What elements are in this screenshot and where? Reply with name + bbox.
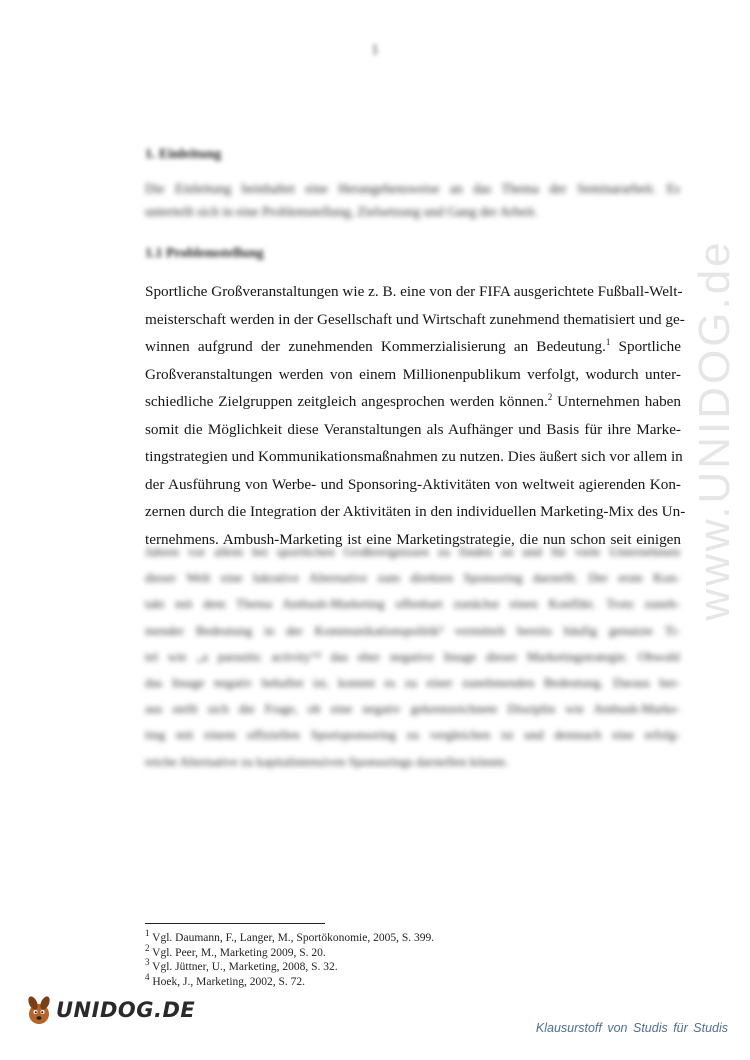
blurred-line: ting mit einem offiziellen Sportsponsoring zu vergleichen ist und demnach eine erfolg-	[145, 727, 680, 743]
footnote	[145, 957, 434, 975]
paragraph-line: zernen durch die Integration der Aktivitäten in den individuellen Marketing-Mix des Un-	[145, 503, 686, 520]
footnote	[145, 928, 435, 946]
blurred-paragraph	[145, 539, 680, 775]
paragraph-line	[145, 388, 681, 416]
blurred-line: aus stellt sich die Frage, ob eine negativ gekennzeichnete Disziplin wie Ambush-Marke-	[145, 701, 680, 717]
blurred-line: dieser Welt eine lukrative Alternative zum direkten Sponsoring darstellt. Der erste Kon-	[145, 570, 680, 586]
section-heading: 1. Einleitung	[145, 147, 222, 162]
dog-icon	[24, 994, 54, 1026]
intro-paragraph	[145, 177, 680, 223]
line-text: Unternehmen haben	[552, 393, 682, 410]
logo-text: UNIDOG.DE	[56, 998, 196, 1022]
footnote-ref[interactable]: 1	[605, 336, 611, 347]
paragraph-line	[145, 333, 681, 361]
paragraph-line: meisterschaft werden in der Gesellschaft und Wirtschaft zunehmend thematisiert und ge-	[145, 310, 685, 328]
footnote-number: 2	[145, 942, 150, 953]
paragraph-line: ternehmens. Ambush-Marketing ist eine Marketingstrategie, die nun schon seit einigen	[145, 530, 681, 548]
footnote-number: 3	[145, 957, 150, 968]
blurred-line: Jahren vor allem bei sportlichen Großereignissen zu finden ist und für viele Unternehmen	[145, 544, 680, 559]
footnote-number: 1	[145, 928, 150, 939]
paragraph-line: der Ausführung von Werbe- und Sponsoring-Aktivitäten von weltweit agierenden Kon-	[145, 475, 681, 493]
line-text: schiedliche Zielgruppen zeitgleich angesprochen werden können.	[145, 393, 548, 410]
footnote-number: 4	[145, 971, 150, 982]
subsection-heading: 1.1 Problemstellung	[145, 246, 264, 261]
problem-paragraph	[145, 278, 686, 553]
blurred-line: tel wie „a parasitic activity“⁴ das eher negative Image dieser Marketingstrategie. Obwohl	[145, 648, 680, 664]
page-number: 1	[371, 42, 379, 58]
paragraph-line: somit die Möglichkeit diese Veranstaltungen als Aufhänger und Basis für ihre Marke-	[145, 420, 681, 438]
blurred-line: takt mit dem Thema Ambush-Marketing offenbart zunächst einen Konflikt. Trotz zuneh-	[145, 596, 680, 612]
footnote-text: Vgl. Daumann, F., Langer, M., Sportökonomie, 2005, S. 399.	[149, 932, 435, 944]
blurred-line: reiche Alternative zu kapitalintensiven Sponsorings darstellen könnte.	[145, 753, 509, 769]
intro-line: unterteilt sich in eine Problemstellung, Zielsetzung und Gang der Arbeit.	[145, 204, 538, 219]
footnote-ref[interactable]: 2	[547, 391, 553, 402]
intro-line: Die Einleitung beinhaltet eine Herangehensweise an das Thema der Seminararbeit. Es	[145, 181, 680, 196]
line-text: Sportliche	[610, 338, 681, 355]
paragraph-line: tingstrategien und Kommunikationsmaßnahmen zu nutzen. Dies äußert sich vor allem in	[145, 448, 683, 465]
footnote	[145, 971, 434, 990]
footnote-divider	[145, 923, 325, 924]
unidog-logo[interactable]	[24, 990, 195, 1030]
paragraph-line: Sportliche Großveranstaltungen wie z. B. eine von der FIFA ausgerichtete Fußball-Welt-	[145, 283, 683, 300]
footnote	[145, 942, 434, 961]
paragraph-line: Großveranstaltungen werden von einem Millionenpublikum verfolgt, wodurch unter-	[145, 365, 681, 383]
footnote-text: Hoek, J., Marketing, 2002, S. 72.	[149, 975, 306, 988]
footnotes	[145, 928, 435, 989]
blurred-line: mender Bedeutung in der Kommunikationspolitik³ vermittelt bereits häufig genutzte Ti-	[145, 622, 680, 638]
footnote-text: Vgl. Peer, M., Marketing 2009, S. 20.	[149, 946, 326, 959]
watermark: www.UNIDOG.de	[690, 239, 739, 621]
line-text: winnen aufgrund der zunehmenden Kommerzialisierung an Bedeutung.	[145, 338, 606, 355]
footnote-text: Vgl. Jüttner, U., Marketing, 2008, S. 32.	[149, 961, 338, 973]
blurred-line: das Image negativ behaftet ist, kommt es zu einer zunehmenden Bedeutung. Daraus her-	[145, 675, 680, 691]
tagline: Klausurstoff von Studis für Studis	[535, 1021, 728, 1035]
